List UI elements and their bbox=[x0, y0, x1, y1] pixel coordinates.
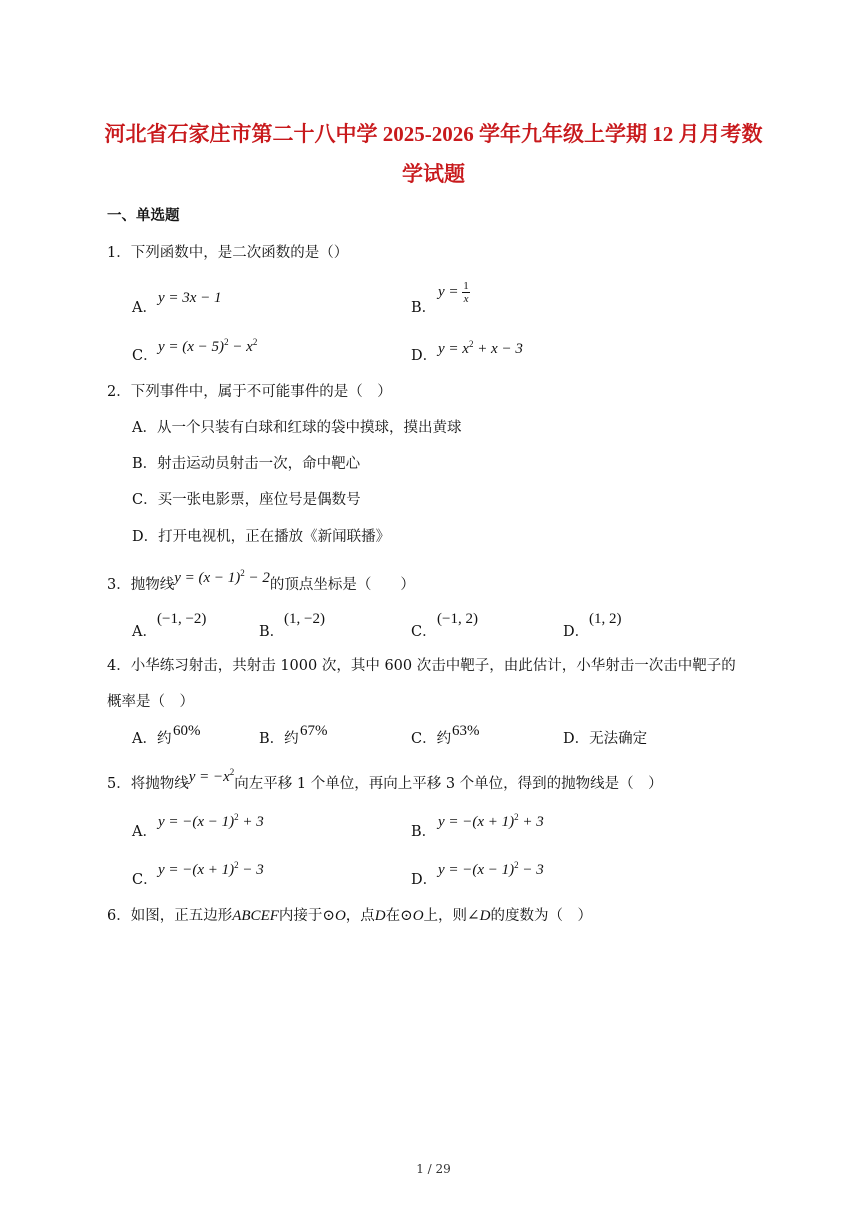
q4-option-b-label: B．约 bbox=[259, 731, 299, 747]
q4-option-c-label: C．约 bbox=[411, 731, 452, 747]
q1-option-d-label: D． bbox=[411, 348, 438, 364]
document-title-line2: 学试题 bbox=[402, 162, 465, 186]
q5-option-c-label: C． bbox=[132, 872, 158, 888]
q5-option-d-formula: $y = -(x - 1)^2 - 3$ bbox=[438, 860, 544, 878]
q5-option-a-formula: $y = -(x - 1)^2 + 3$ bbox=[158, 812, 264, 830]
q4-option-c-value: 63% bbox=[452, 723, 480, 739]
q3-option-c-value: (−1, 2) bbox=[437, 611, 478, 627]
question-2-stem: 2．下列事件中，属于不可能事件的是（ ） bbox=[107, 384, 392, 400]
q5-option-c-formula: $y = -(x + 1)^2 - 3$ bbox=[158, 860, 264, 878]
q5-option-d-label: D． bbox=[411, 872, 438, 888]
q3-option-b-label: B． bbox=[259, 624, 285, 640]
q4-option-a-value: 60% bbox=[173, 723, 201, 739]
q4-option-d: D．无法确定 bbox=[563, 731, 648, 747]
q1-option-b-formula: y = $\frac{1}{x}$ bbox=[438, 280, 469, 305]
question-6-stem: 6．如图，正五边形ABCEF内接于⊙O，点D在⊙O上，则∠D的度数为（ ） bbox=[107, 908, 592, 924]
q3-option-a-label: A． bbox=[132, 624, 157, 640]
document-title-line1: 河北省石家庄市第二十八中学 2025-2026 学年九年级上学期 12 月月考数 bbox=[104, 122, 763, 146]
q1-option-a-label: A． bbox=[132, 300, 157, 316]
page-number: 1 / 29 bbox=[416, 1162, 451, 1176]
q4-option-b-value: 67% bbox=[300, 723, 328, 739]
q5-option-a-label: A． bbox=[132, 824, 157, 840]
q3-option-c-label: C． bbox=[411, 624, 437, 640]
q2-option-d: D．打开电视机，正在播放《新闻联播》 bbox=[132, 529, 391, 545]
q1-option-a-formula: y = 3x − 1 bbox=[158, 290, 222, 306]
q3-option-d-label: D． bbox=[563, 624, 590, 640]
q5-option-b-label: B． bbox=[411, 824, 437, 840]
question-4-stem-line2: 概率是（ ） bbox=[107, 694, 194, 710]
q4-option-a-label: A．约 bbox=[132, 731, 172, 747]
q2-option-c: C．买一张电影票，座位号是偶数号 bbox=[132, 492, 361, 508]
q1-option-c-label: C． bbox=[132, 348, 158, 364]
q3-option-d-value: (1, 2) bbox=[589, 611, 622, 627]
q3-option-a-value: (−1, −2) bbox=[157, 611, 207, 627]
question-5-stem: 5．将抛物线$y = -x^2$向左平移 1 个单位，再向上平移 3 个单位，得到的抛物线是（ ） bbox=[107, 767, 663, 792]
section-heading: 一、单选题 bbox=[107, 207, 180, 224]
q1-option-b-label: B． bbox=[411, 300, 437, 316]
question-3-stem: 3．抛物线$y = (x - 1)^2 - 2$的顶点坐标是（ ） bbox=[107, 568, 415, 593]
q1-option-c-formula: $y = (x - 5)^2 - x^2$ bbox=[158, 337, 258, 355]
q3-option-b-value: (1, −2) bbox=[284, 611, 325, 627]
q2-option-a: A．从一个只装有白球和红球的袋中摸球，摸出黄球 bbox=[132, 420, 462, 436]
q1-option-d-formula: $y = x^2 + x - 3$ bbox=[438, 339, 523, 357]
q5-option-b-formula: $y = -(x + 1)^2 + 3$ bbox=[438, 812, 544, 830]
q2-option-b: B．射击运动员射击一次，命中靶心 bbox=[132, 456, 361, 472]
question-4-stem-line1: 4．小华练习射击，共射击 1000 次，其中 600 次击中靶子，由此估计，小华射击一次击中靶子的 bbox=[107, 658, 736, 674]
question-1-stem: 1．下列函数中，是二次函数的是（） bbox=[107, 245, 349, 261]
